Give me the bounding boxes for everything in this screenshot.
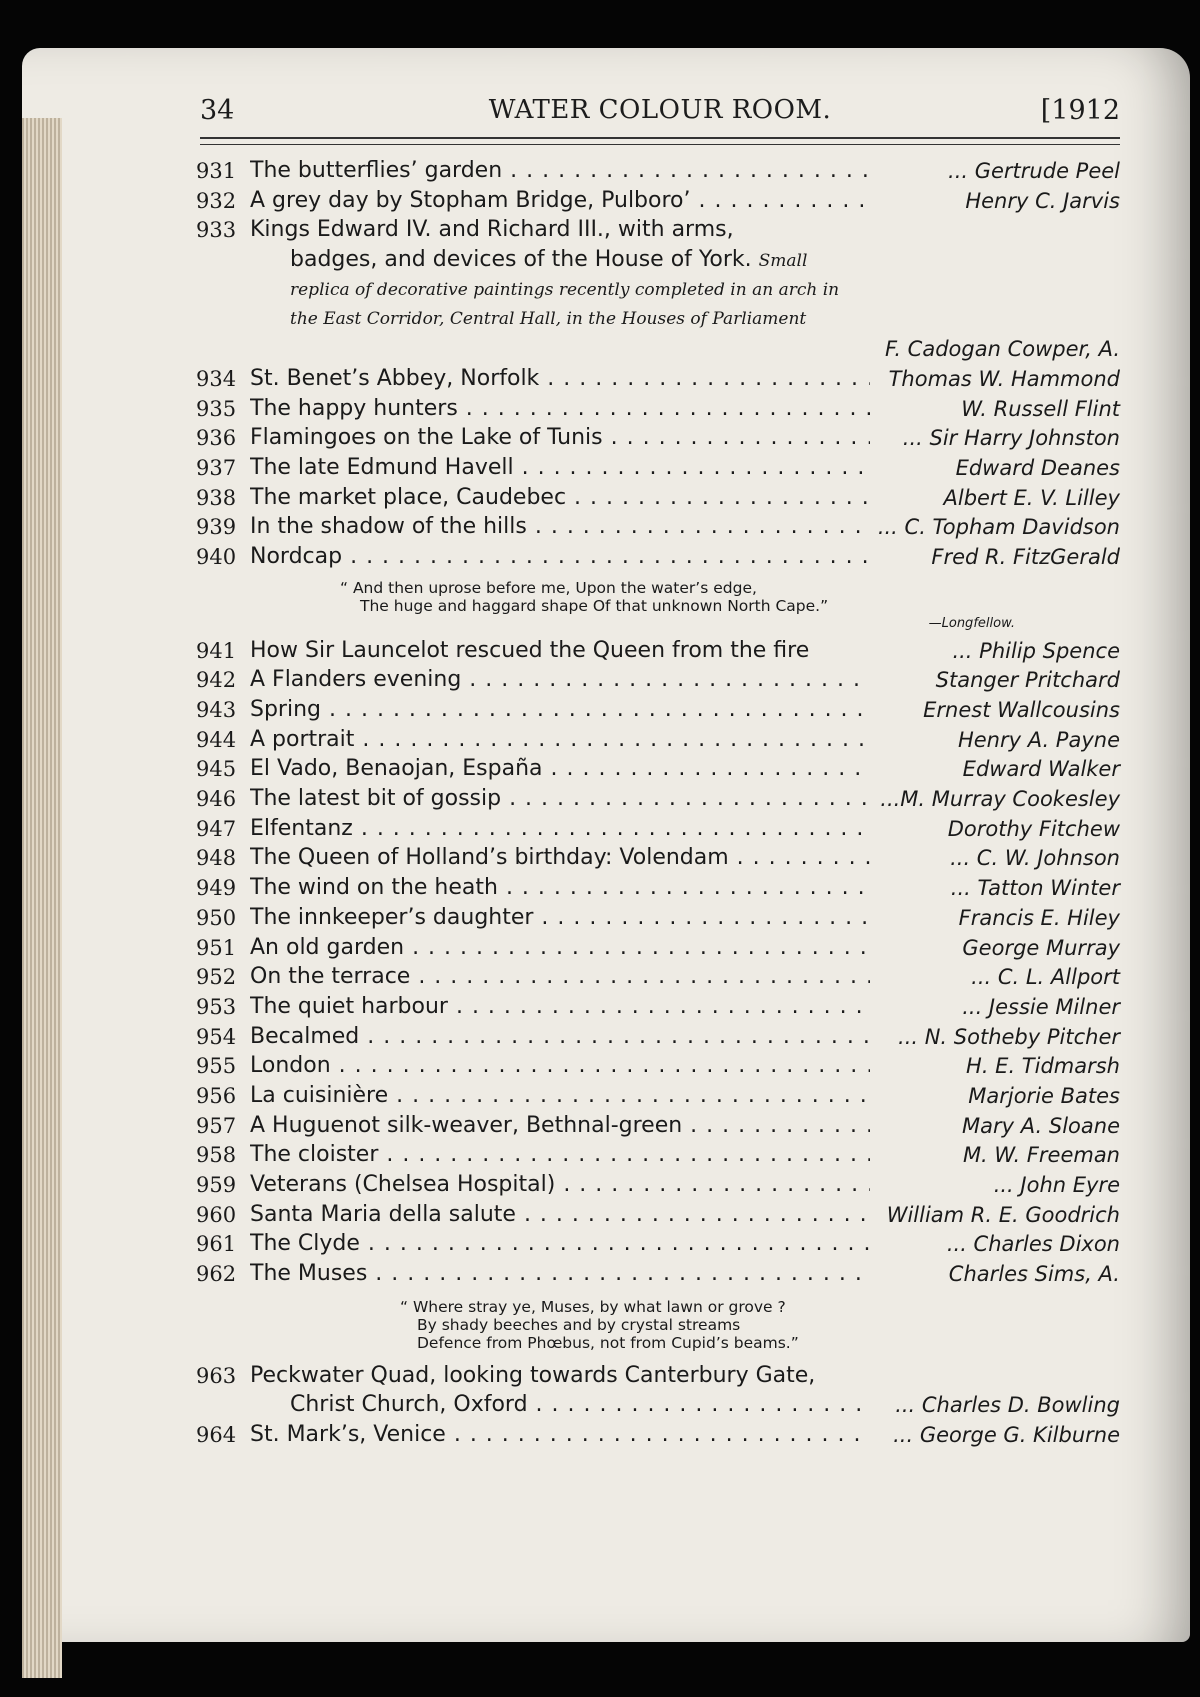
entry-title-continuation: Christ Church, Oxford . . . [290, 1391, 870, 1419]
entry-artist: ... Charles D. Bowling [895, 1393, 1120, 1418]
entry-description: replica of decorative paintings recently completed in an arch in [290, 279, 840, 300]
entry-artist: ... Charles Dixon [946, 1232, 1120, 1257]
entry-number: 938 [196, 485, 237, 510]
entry-number: 941 [196, 638, 237, 663]
catalogue-entry [196, 696, 1120, 726]
entry-number: 936 [196, 426, 237, 451]
catalogue-entry [196, 513, 1120, 543]
entry-title: The happy hunters . . . [250, 395, 870, 423]
entry-title: Veterans (Chelsea Hospital) . . . [250, 1171, 870, 1199]
catalogue-entry [196, 1260, 1120, 1290]
catalogue-entry [196, 1023, 1120, 1053]
catalogue-entry [196, 815, 1120, 845]
page-title: WATER COLOUR ROOM. [488, 95, 832, 125]
entry-title: St. Mark’s, Venice . . . [250, 1421, 870, 1449]
entry-artist: Marjorie Bates [968, 1083, 1120, 1108]
entry-artist: William R. E. Goodrich [886, 1202, 1120, 1227]
catalogue-entry [196, 1082, 1120, 1112]
catalogue-entry [196, 963, 1120, 993]
entry-artist: ... C. Topham Davidson [877, 515, 1120, 540]
entry-number: 931 [196, 159, 237, 183]
page-number: 34 [200, 95, 235, 126]
entry-number: 949 [196, 876, 237, 901]
entry-artist: F. Cadogan Cowper, A. [884, 337, 1120, 362]
entry-title: Kings Edward IV. and Richard III., with arms, [250, 217, 734, 243]
entry-artist: ... Gertrude Peel [948, 159, 1120, 183]
entry-title: Santa Maria della salute . . . [250, 1201, 870, 1229]
quote-line: “ Where stray ye, Muses, by what lawn or grove ? [400, 1297, 786, 1316]
entry-artist: H. E. Tidmarsh [966, 1054, 1120, 1079]
entry-title-continuation: badges, and devices of the House of York. Small [290, 247, 808, 273]
entry-artist: ... C. L. Allport [971, 965, 1120, 990]
entry-number: 948 [196, 846, 237, 871]
entry-title: St. Benet’s Abbey, Norfolk . . . [250, 365, 870, 393]
entry-number: 958 [196, 1143, 237, 1168]
entry-title: In the shadow of the hills . . . [250, 513, 870, 541]
page-edges [22, 118, 62, 1678]
entry-number: 959 [196, 1173, 237, 1197]
entry-title: The wind on the heath . . . [250, 874, 870, 902]
entry-title: The market place, Caudebec . . . [250, 484, 870, 512]
entry-artist: Edward Deanes [955, 455, 1120, 480]
entry-artist: ... John Eyre [993, 1173, 1120, 1197]
entry-title: The butterflies’ garden . . . [250, 157, 870, 185]
catalogue-content [196, 95, 1120, 1451]
entry-description-line [200, 305, 1120, 335]
catalogue-entry [196, 543, 1120, 573]
entry-title: The Queen of Holland’s birthday: Volendam . . . [250, 844, 870, 872]
quote-line: “ And then uprose before me, Upon the water’s edge, [340, 578, 757, 597]
entry-artist: ... Tatton Winter [950, 876, 1120, 901]
entry-title: Becalmed . . . [250, 1023, 870, 1051]
entry-number: 944 [196, 727, 237, 752]
muses-quote [200, 1298, 1120, 1352]
entry-title: Nordcap . . . [250, 543, 870, 571]
entry-description-line [200, 276, 1120, 306]
catalogue-entry [196, 1362, 1120, 1392]
entry-number: 961 [196, 1232, 237, 1257]
catalogue-entry [196, 157, 1120, 187]
entry-artist: Albert E. V. Lilley [943, 485, 1120, 510]
catalogue-entry [196, 1052, 1120, 1082]
catalogue-entry [196, 454, 1120, 484]
entry-number: 934 [196, 366, 237, 391]
catalogue-entry [196, 1421, 1120, 1451]
entry-description: Small [758, 251, 808, 272]
catalogue-entry [196, 365, 1120, 395]
entry-number: 954 [196, 1024, 237, 1049]
quote-line: By shady beeches and by crystal streams [417, 1315, 741, 1334]
entry-artist: W. Russell Flint [961, 396, 1120, 421]
entry-artist: Dorothy Fitchew [947, 816, 1120, 841]
longfellow-quote [200, 579, 1120, 633]
entry-description: the East Corridor, Central Hall, in the Houses of Parliament [290, 309, 807, 330]
catalogue-entry [196, 904, 1120, 934]
catalogue-entry [196, 637, 1120, 667]
page-header [200, 95, 1120, 135]
entry-number: 937 [196, 455, 237, 480]
entry-title: An old garden . . . [250, 934, 870, 962]
entry-number: 953 [196, 994, 237, 1019]
entry-title: The latest bit of gossip . . . [250, 785, 870, 813]
entry-continuation [200, 1391, 1120, 1421]
entry-title: Peckwater Quad, looking towards Canterbury Gate, [250, 1362, 816, 1388]
entry-artist: ... George G. Kilburne [893, 1423, 1120, 1448]
entry-artist: Ernest Wallcousins [923, 698, 1120, 722]
catalogue-entry [196, 666, 1120, 696]
entry-title: The innkeeper’s daughter . . . [250, 904, 870, 932]
entry-number: 957 [196, 1113, 237, 1138]
entry-title: How Sir Launcelot rescued the Queen from the fire [250, 637, 810, 663]
entry-artist: Fred R. FitzGerald [931, 544, 1120, 569]
page-year: [1912 [1040, 95, 1120, 126]
entry-number: 932 [196, 188, 237, 213]
entry-number: 963 [196, 1363, 237, 1388]
entry-number: 943 [196, 698, 237, 722]
entry-artist: ... Philip Spence [952, 638, 1120, 663]
entry-number: 955 [196, 1054, 237, 1079]
catalogue-entry [196, 993, 1120, 1023]
entry-number: 942 [196, 668, 237, 693]
entry-title: The quiet harbour . . . [250, 993, 870, 1021]
entry-number: 946 [196, 787, 237, 812]
entry-number: 956 [196, 1083, 237, 1108]
entry-artist: George Murray [962, 935, 1120, 960]
entry-title: A Huguenot silk-weaver, Bethnal-green . . . [250, 1112, 870, 1140]
entry-artist: ... C. W. Johnson [950, 846, 1120, 871]
entry-title: A grey day by Stopham Bridge, Pulboro’ . . . [250, 187, 870, 215]
entry-number: 947 [196, 816, 237, 841]
entry-artist: Edward Walker [962, 757, 1120, 782]
entry-title: Spring . . . [250, 696, 870, 724]
entry-artist: ... Jessie Milner [962, 994, 1120, 1019]
header-rule [200, 137, 1120, 145]
entry-artist: ...M. Murray Cookesley [880, 787, 1120, 812]
entry-number: 939 [196, 515, 237, 540]
catalogue-entry [196, 484, 1120, 514]
catalogue-entry [196, 216, 1120, 246]
entry-title: Flamingoes on the Lake of Tunis . . . [250, 424, 870, 452]
entry-number: 962 [196, 1262, 237, 1287]
entry-artist: ... Sir Harry Johnston [902, 426, 1120, 451]
catalogue-entry [196, 1171, 1120, 1201]
catalogue-entry [196, 1201, 1120, 1231]
entry-artist: Henry C. Jarvis [965, 188, 1120, 213]
entry-title: The cloister . . . [250, 1141, 870, 1169]
entry-artist-line [200, 335, 1120, 365]
entry-title: The Clyde . . . [250, 1230, 870, 1258]
entry-title: La cuisinière . . . [250, 1082, 870, 1110]
catalogue-entry [196, 187, 1120, 217]
entry-title: London . . . [250, 1052, 870, 1080]
entry-artist: Henry A. Payne [957, 727, 1120, 752]
entry-artist: Charles Sims, A. [948, 1262, 1120, 1287]
entry-number: 964 [196, 1423, 237, 1448]
entry-title: The Muses . . . [250, 1260, 870, 1288]
entry-number: 960 [196, 1202, 237, 1227]
quote-line: The huge and haggard shape Of that unknown North Cape.” [360, 596, 829, 615]
entry-title: A Flanders evening . . . [250, 666, 870, 694]
entry-title: Elfentanz . . . [250, 815, 870, 843]
entry-number: 940 [196, 544, 237, 569]
entry-artist: M. W. Freeman [962, 1143, 1120, 1168]
catalogue-entry [196, 785, 1120, 815]
catalogue-entry [196, 726, 1120, 756]
entry-title: A portrait . . . [250, 726, 870, 754]
entry-number: 935 [196, 396, 237, 421]
catalogue-entry [196, 1141, 1120, 1171]
entry-number: 951 [196, 935, 237, 960]
entry-number: 950 [196, 905, 237, 930]
entry-artist: ... N. Sotheby Pitcher [898, 1024, 1120, 1049]
entry-title: El Vado, Benaojan, España . . . [250, 755, 870, 783]
entry-artist: Thomas W. Hammond [888, 366, 1120, 391]
entry-continuation [200, 246, 1120, 276]
quote-attribution: —Longfellow. [928, 615, 1015, 631]
entry-title: On the terrace . . . [250, 963, 870, 991]
catalogue-entry [196, 1230, 1120, 1260]
catalogue-entry [196, 844, 1120, 874]
entry-number: 945 [196, 757, 237, 782]
catalogue-entry [196, 1112, 1120, 1142]
entry-artist: Stanger Pritchard [935, 668, 1120, 693]
catalogue-entry [196, 424, 1120, 454]
entry-number: 933 [196, 218, 237, 243]
entry-number: 952 [196, 965, 237, 990]
quote-line: Defence from Phœbus, not from Cupid’s beams.” [417, 1333, 799, 1352]
catalogue-entry [196, 395, 1120, 425]
catalogue-entry [196, 874, 1120, 904]
entry-title: The late Edmund Havell . . . [250, 454, 870, 482]
entry-artist: Francis E. Hiley [958, 905, 1120, 930]
catalogue-entry [196, 755, 1120, 785]
entry-artist: Mary A. Sloane [962, 1113, 1120, 1138]
catalogue-entry [196, 934, 1120, 964]
